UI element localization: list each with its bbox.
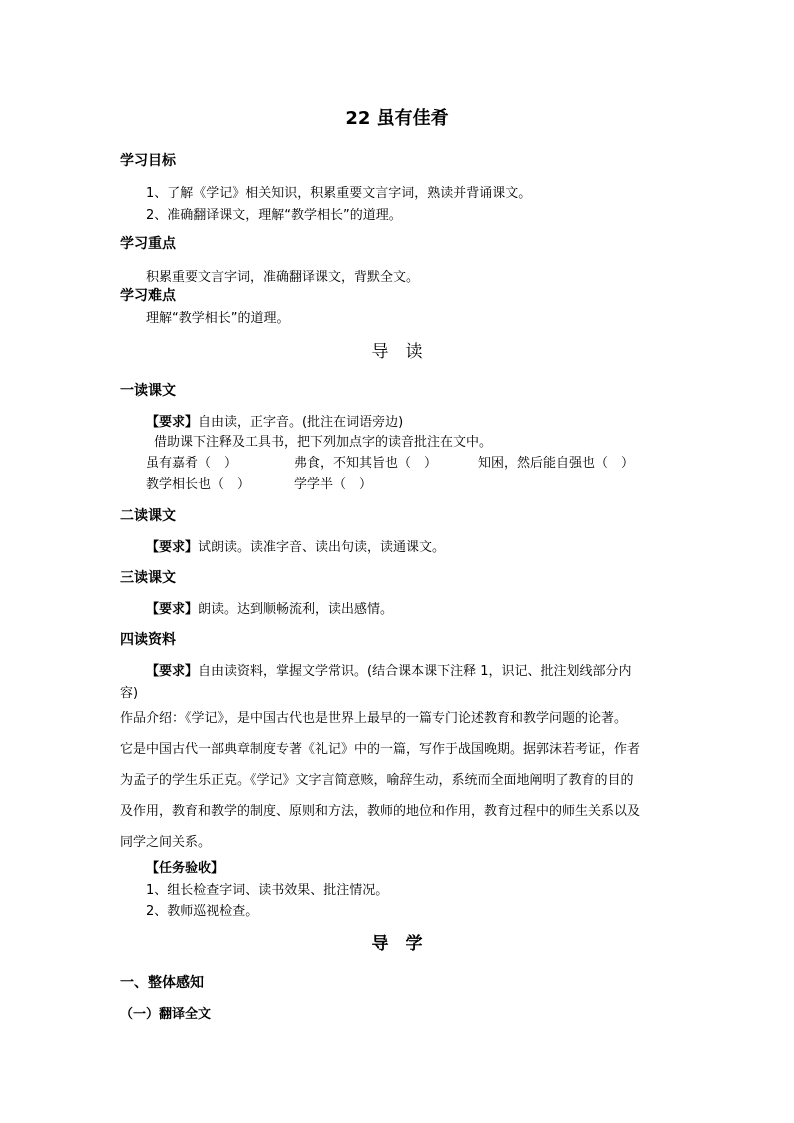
- requirement-label: 【要求】: [146, 540, 199, 555]
- third-read-requirement: [146, 598, 393, 617]
- third-read-heading: 三读课文: [120, 570, 176, 586]
- intro-line: 同学之间关系。: [120, 835, 212, 850]
- task-check-item-1: 1、组长检查字词、读书效果、批注情况。: [146, 883, 389, 898]
- intro-line: 它是中国古代一部典章制度专著《礼记》中的一篇，写作于战国晚期。据郭沫若考证，作者: [120, 742, 641, 757]
- page-title: 22 虽有佳肴: [345, 108, 449, 129]
- word-item: 教学相长也（ ）: [146, 477, 251, 492]
- requirement-text: 试朗读。读准字音、读出句读，读通课文。: [198, 540, 446, 555]
- translate-subheading: （一）翻译全文: [120, 1007, 212, 1022]
- requirement-label: 【要求】: [146, 415, 199, 430]
- objective-item-2: 2、准确翻译课文，理解“教学相长”的道理。: [146, 208, 402, 223]
- difficulties-text: 理解“教学相长”的道理。: [146, 311, 290, 326]
- task-check-item-2: 2、教师巡视检查。: [146, 904, 259, 919]
- overall-perception-heading: 一、整体感知: [120, 975, 204, 991]
- fourth-read-heading: 四读资料: [120, 632, 176, 648]
- requirement-text-continued: 容): [120, 686, 139, 701]
- requirement-text: 自由读，正字音。(批注在词语旁边): [198, 415, 404, 430]
- intro-line: 为孟子的学生乐正克。《学记》文字言简意赅，喻辞生动，系统而全面地阐明了教育的目的: [120, 773, 634, 788]
- first-read-requirement: [146, 411, 403, 430]
- second-read-requirement: [146, 536, 445, 555]
- intro-line: 及作用，教育和教学的制度、原则和方法，教师的地位和作用，教育过程中的师生关系以及: [120, 804, 641, 819]
- first-read-instruction: 借助课下注释及工具书，把下列加点字的读音批注在文中。: [154, 435, 493, 450]
- difficulties-heading: 学习难点: [120, 288, 176, 304]
- objectives-heading: 学习目标: [120, 153, 176, 169]
- objective-item-1: 1、了解《学记》相关知识，积累重要文言字词，熟读并背诵课文。: [146, 186, 532, 201]
- key-points-heading: 学习重点: [120, 236, 176, 252]
- word-item: 学学半（ ）: [294, 477, 373, 492]
- word-item: 知困，然后能自强也（ ）: [478, 456, 635, 471]
- second-read-heading: 二读课文: [120, 508, 176, 524]
- requirement-label: 【要求】: [146, 664, 199, 679]
- task-check-label: 【任务验收】: [146, 861, 225, 876]
- requirement-text: 朗读。达到顺畅流利，读出感情。: [198, 602, 394, 617]
- intro-line: 作品介绍：《学记》，是中国古代也是世界上最早的一篇专门论述教育和教学问题的论著。: [120, 711, 628, 726]
- word-item: 弗食，不知其旨也（ ）: [294, 456, 438, 471]
- guide-read-heading: 导 读: [371, 342, 423, 362]
- guide-learn-heading: 导 学: [371, 934, 423, 954]
- word-item: 虽有嘉肴（ ）: [146, 456, 238, 471]
- first-read-heading: 一读课文: [120, 383, 176, 399]
- fourth-read-requirement: [146, 660, 632, 679]
- requirement-label: 【要求】: [146, 602, 199, 617]
- requirement-text: 自由读资料，掌握文学常识。(结合课本课下注释 1，识记、批注划线部分内: [198, 664, 632, 679]
- key-points-text: 积累重要文言字词，准确翻译课文，背默全文。: [146, 270, 420, 285]
